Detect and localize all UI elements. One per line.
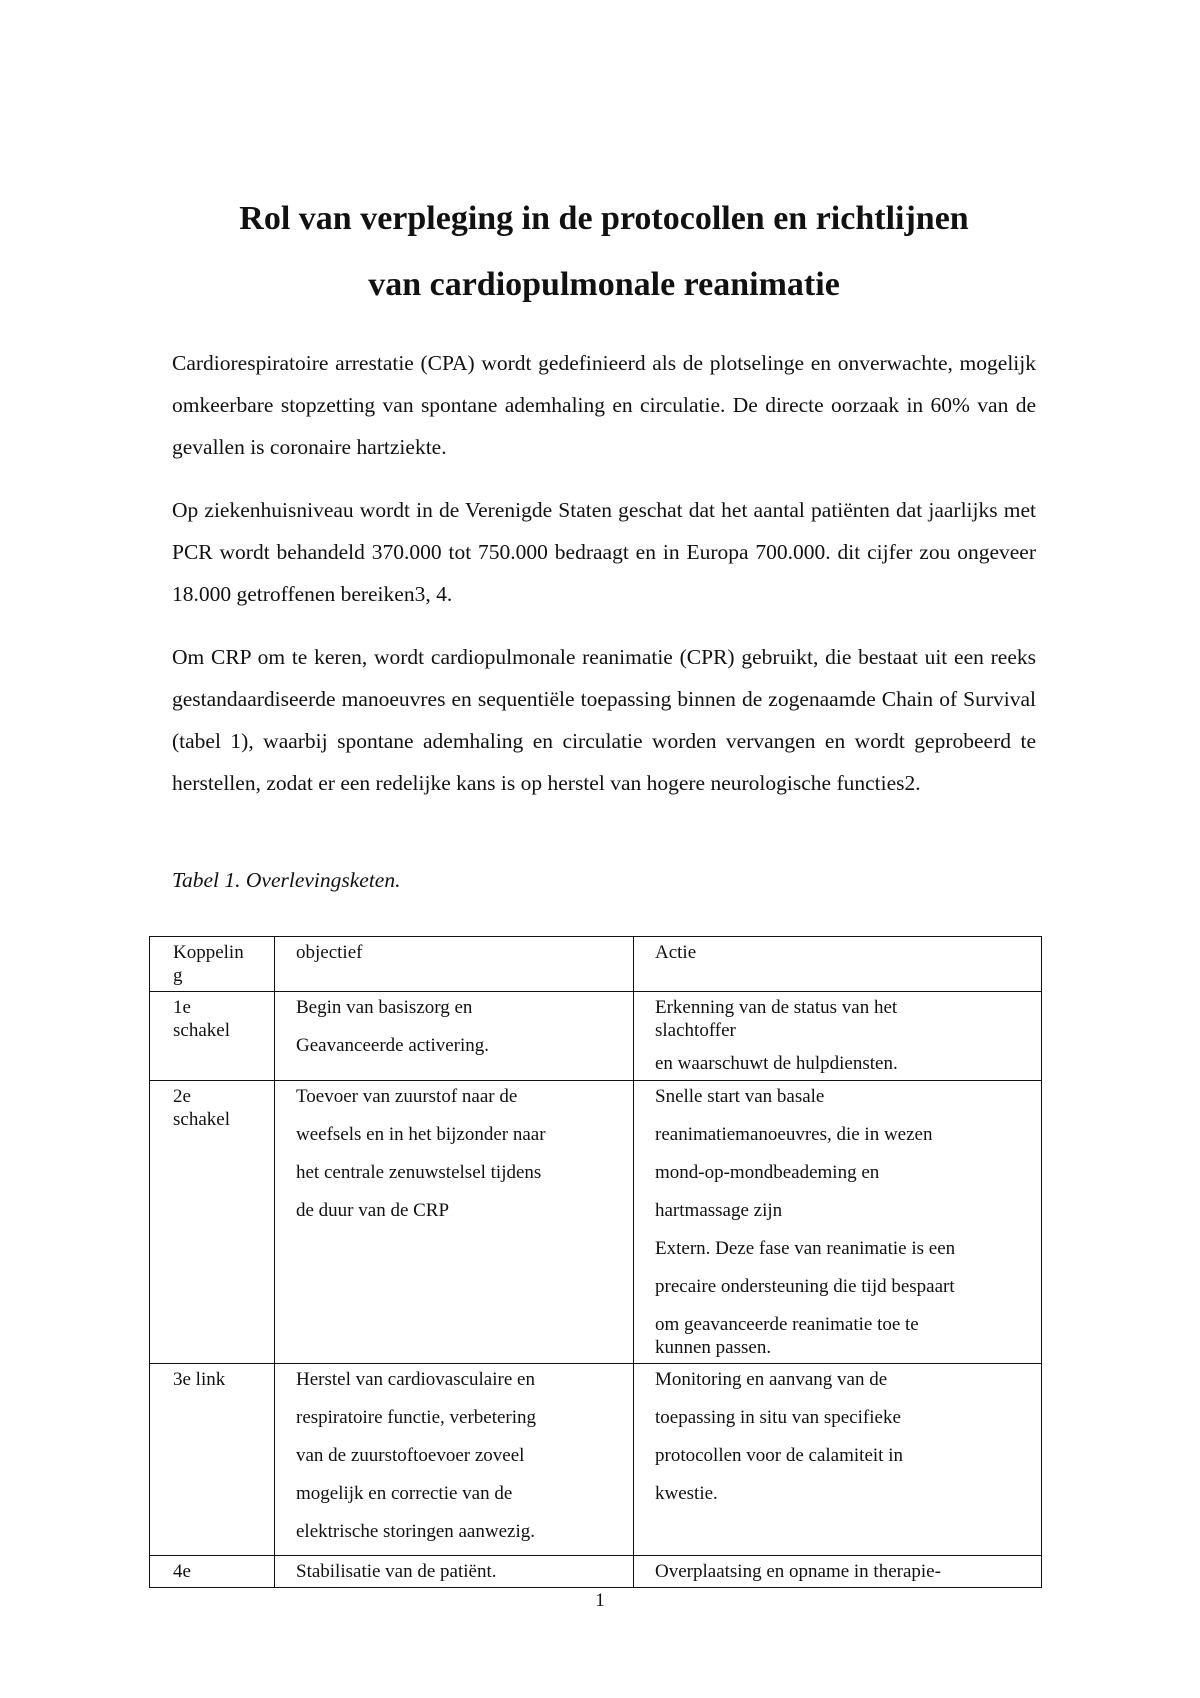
table-row [150,992,1042,1081]
link-cell: 1e schakel [150,992,275,1081]
header-koppeling: Koppelin g [150,937,275,992]
action-cell: Erkenning van de status van het slachtoffer en waarschuwt de hulpdiensten. [634,992,1042,1081]
link-cell: 3e link [150,1364,275,1556]
title-line-1: Rol van verpleging in de protocollen en richtlijnen [239,200,969,237]
objective-cell: Stabilisatie van de patiënt. [275,1556,634,1588]
table-row [150,1556,1042,1588]
objective-cell: Begin van basiszorg en Geavanceerde activering. [275,992,634,1081]
objective-cell: Herstel van cardiovasculaire en respiratoire functie, verbetering van de zuurstoftoevoer zoveel mogelijk en correctie van de elektrische storingen aanwezig. [275,1364,634,1556]
header-objectief: objectief [275,937,634,992]
action-cell: Monitoring en aanvang van de toepassing in situ van specifieke protocollen voor de calamiteit in kwestie. [634,1364,1042,1556]
paragraph-definition: Cardiorespiratoire arrestatie (CPA) wordt gedefinieerd als de plotselinge en onverwachte, mogelijk omkeerbare stopzetting van spontane ademhaling en circulatie. De directe oorzaak in 60% van de gevallen is coronaire hartziekte. [172,351,1036,459]
table-caption: Tabel 1. Overlevingsketen. [172,868,401,892]
table-row [150,1081,1042,1364]
page-number: 1 [595,1590,605,1611]
page-title [172,186,1036,318]
link-cell: 4e [150,1556,275,1588]
chain-of-survival-table [149,936,1042,1588]
link-cell: 2e schakel [150,1081,275,1364]
paragraph-cpr: Om CRP om te keren, wordt cardiopulmonale reanimatie (CPR) gebruikt, die bestaat uit een reeks gestandaardiseerde manoeuvres en sequentiële toepassing binnen de zogenaamde Chain of Survival (tabel 1), waarbij spontane ademhaling en circulatie worden vervangen en wordt geprobeerd te herstellen, zodat er een redelijke kans is op herstel van hogere neurologische functies2. [172,645,1036,795]
paragraph-statistics: Op ziekenhuisniveau wordt in de Verenigde Staten geschat dat het aantal patiënten dat jaarlijks met PCR wordt behandeld 370.000 tot 750.000 bedraagt en in Europa 700.000. dit cijfer zou ongeveer 18.000 getroffenen bereiken3, 4. [172,498,1036,606]
action-cell: Overplaatsing en opname in therapie- [634,1556,1042,1588]
objective-cell: Toevoer van zuurstof naar de weefsels en in het bijzonder naar het centrale zenuwstelsel tijdens de duur van de CRP [275,1081,634,1364]
header-actie: Actie [634,937,1042,992]
table-row [150,1364,1042,1556]
table-header-row [150,937,1042,992]
title-line-2: van cardiopulmonale reanimatie [368,266,840,303]
action-cell: Snelle start van basale reanimatiemanoeuvres, die in wezen mond-op-mondbeademing en hartmassage zijn Extern. Deze fase van reanimatie is een precaire ondersteuning die tijd bespaart om geavanceerde reanimatie toe te kunnen passen. [634,1081,1042,1364]
